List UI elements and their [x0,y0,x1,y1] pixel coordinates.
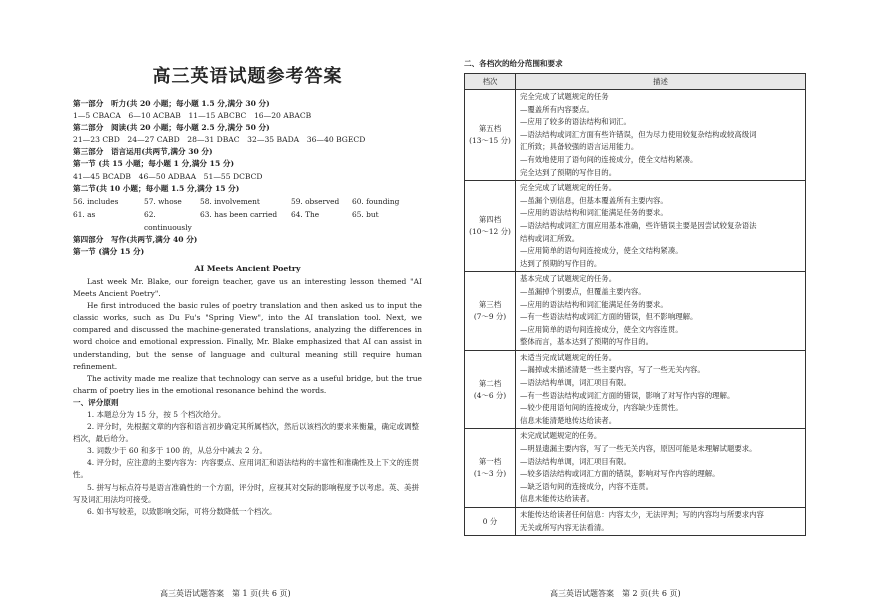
description-line: —应用了较多的语法结构和词汇。 [520,117,631,127]
level-name: 第三档 [478,300,502,310]
description-cell [516,429,806,508]
description-line: —有一些语法结构或词汇方面的错误，但不影响理解。 [520,312,698,322]
scoring-rule: 1. 本题总分为 15 分，按 5 个档次给分。 [87,409,226,419]
page-footer: 高三英语试题答案 第 2 页(共 6 页) [550,589,681,598]
answer-cell: 57. whose [144,196,182,206]
section2-answer-row [73,208,422,234]
answer-cell: 58. involvement [200,196,260,206]
description-line: —有一些语法结构或词汇方面的错误，影响了对写作内容的理解。 [520,390,735,400]
description-column-header: 描述 [516,74,806,90]
answer-cell: 59. observed [291,196,340,206]
page-footer: 高三英语试题答案 第 1 页(共 6 页) [160,589,291,598]
answer-cell: 65. but [352,209,379,219]
description-line: 汇所致；具备较强的语言运用能力。 [520,142,639,152]
scoring-rule: 3. 词数少于 60 和多于 100 的，从总分中减去 2 分。 [87,446,267,456]
table-row [465,350,806,429]
answer-cell: 61. as [73,209,96,219]
description-line: —应用的语法结构和词汇能满足任务的要求。 [520,208,668,218]
grading-table [464,73,806,536]
level-range: (7～9 分) [473,312,507,322]
writing-section1-heading: 第一节 (满分 15 分) [73,246,145,256]
level-name: 第四档 [478,215,502,225]
description-line: 未能传达给读者任何信息：内容太少，无法评判；写的内容均与所要求内容 [520,510,764,519]
page-title: 高三英语试题参考答案 [152,66,343,87]
answer-cell: 63. has been carried [200,209,278,219]
table-row [465,429,806,508]
table-row [465,90,806,181]
description-line: —漏掉或未描述清楚一些主要内容，写了一些无关内容。 [520,365,705,375]
part1-heading: 第一部分 听力(共 20 小题；每小题 1.5 分,满分 30 分) [73,99,270,108]
answer-cell: 60. founding [352,196,400,206]
section1-answers: 41—45 BCADB 46—50 ADBAA 51—55 DCBCD [73,171,263,181]
part3-heading: 第三部分 语言运用(共两节,满分 30 分) [73,147,213,157]
level-column-header: 档次 [465,74,516,90]
description-line: 整体而言，基本达到了预期的写作目的。 [520,337,654,347]
part4-heading: 第四部分 写作(共两节,满分 40 分) [73,234,198,244]
level-name: 第二档 [478,378,502,388]
description-line: 完全完成了试题规定的任务 [520,92,609,101]
grading-levels-heading: 二、各档次的给分范围和要求 [464,59,563,68]
section2-answer-row [73,195,422,208]
description-line: —语法结构或词汇方面应用基本准确，些许错误主要是因尝试较复杂语法 [520,220,757,230]
level-name: 0 分 [482,516,498,526]
level-cell [465,272,516,351]
description-cell [516,272,806,351]
description-line: —明显遗漏主要内容，写了一些无关内容，原因可能是未理解试题要求。 [520,444,757,454]
description-line: —语法结构单调，词汇项目有限。 [520,456,631,466]
essay-title: AI Meets Ancient Poetry [194,263,301,273]
essay-paragraph: Last week Mr. Blake, our foreign teacher, gave us an interesting lesson themed "AI Meets Ancient Poetry". [73,276,422,299]
part1-answers: 1—5 CBACA 6—10 ACBAB 11—15 ABCBC 16—20 ABACB [73,111,312,121]
section1-heading: 第一节 (共 15 小题；每小题 1 分,满分 15 分) [73,159,235,169]
answer-cell: 56. includes [73,196,119,206]
description-line: —应用简单的语句间连接成分，使全文结构紧凑。 [520,246,683,256]
table-row [465,181,806,272]
description-line: 信息未能清楚地传达给读者。 [520,415,617,425]
scoring-rules-heading: 一、评分原则 [73,397,119,407]
description-line: 结构或词汇所致。 [520,233,580,243]
description-line: —语法结构单调，词汇项目有限。 [520,378,631,388]
section2-heading: 第二节(共 10 小题；每小题 1.5 分,满分 15 分) [73,183,240,193]
table-row [465,272,806,351]
level-cell [465,508,516,536]
description-line: —有效地使用了语句间的连接成分，使全文结构紧凑。 [520,154,698,164]
essay-paragraph: The activity made me realize that technology can serve as a useful bridge, but the true charm of poetry lies in the emotional resonance behind the words. [73,373,422,395]
description-line: —语法结构或词汇方面有些许错误，但为尽力使用较复杂结构或较高级词 [520,129,757,139]
level-range: (4～6 分) [473,390,507,400]
table-header-row [465,74,806,90]
description-line: —较多语法结构或词汇方面的错误，影响对写作内容的理解。 [520,469,720,479]
answer-cell: 62. continuously [144,209,192,232]
level-cell [465,429,516,508]
description-line: 基本完成了试题规定的任务。 [520,274,617,284]
essay-paragraph: He first introduced the basic rules of poetry translation and then asked us to input the classic works, such as Du Fu's "Spring View", into the AI translation tool. Next, we compared and discussed the machine-generated translations, analyzing the differences in word choice and emotional expression. Finally, Mr. Blake emphasized that AI can assist in understanding, but the sense of language and cultural meaning still require human refinement. [73,301,422,371]
description-line: 完全完成了试题规定的任务。 [520,183,617,193]
level-name: 第五档 [478,124,502,134]
level-range: (1～3 分) [473,469,507,479]
scoring-rule: 2. 评分时，先根据文章的内容和语言初步确定其所属档次，然后以该档次的要求来衡量，确定或调整档次，最后给分。 [73,422,420,444]
description-cell [516,90,806,181]
description-cell [516,181,806,272]
scoring-rule: 5. 拼写与标点符号是语言准确性的一个方面，评分时，应视其对交际的影响程度予以考虑。英、美拼写及词汇用法均可接受。 [73,482,420,504]
scoring-rule: 6. 如书写较差，以致影响交际，可将分数降低一个档次。 [87,506,277,516]
description-line: —虽漏个别信息，但基本覆盖所有主要内容。 [520,195,668,205]
description-cell [516,508,806,536]
level-cell [465,181,516,272]
level-name: 第一档 [478,457,502,467]
level-cell [465,90,516,181]
description-line: —覆盖所有内容要点。 [520,104,594,114]
level-range: (10～12 分) [469,227,511,237]
scoring-rule: 4. 评分时，应注意的主要内容为：内容要点、应用词汇和语法结构的丰富性和准确性及上下文的连贯性。 [73,458,420,480]
part2-heading: 第二部分 阅读(共 20 小题；每小题 2.5 分,满分 50 分) [73,123,270,133]
level-cell [465,350,516,429]
table-row [465,508,806,536]
description-line: 达到了预期的写作目的。 [520,258,602,268]
description-line: 未完成试题规定的任务。 [520,431,602,441]
part2-answers: 21—23 CBD 24—27 CABD 28—31 DBAC 32—35 BADA 36—40 BGECD [73,135,366,145]
answer-cell: 64. The [291,209,320,219]
description-line: 未适当完成试题规定的任务。 [520,352,617,362]
description-line: 完全达到了预期的写作目的。 [520,167,617,177]
level-range: (13～15 分) [469,136,511,146]
answer-page-2 [440,0,870,611]
description-line: —应用简单的语句间连接成分，使全文内容连贯。 [520,324,683,334]
description-line: 信息未能传达给读者。 [520,494,594,504]
description-cell [516,350,806,429]
description-line: —较少使用语句间的连接成分，内容缺少连贯性。 [520,403,683,413]
description-line: 无关或所写内容无法看清。 [520,522,609,532]
description-line: —虽漏掉个别要点，但覆盖主要内容。 [520,286,646,296]
description-line: —应用的语法结构和词汇能满足任务的要求。 [520,299,668,309]
description-line: —缺乏语句间的连接成分，内容不连贯。 [520,481,654,491]
